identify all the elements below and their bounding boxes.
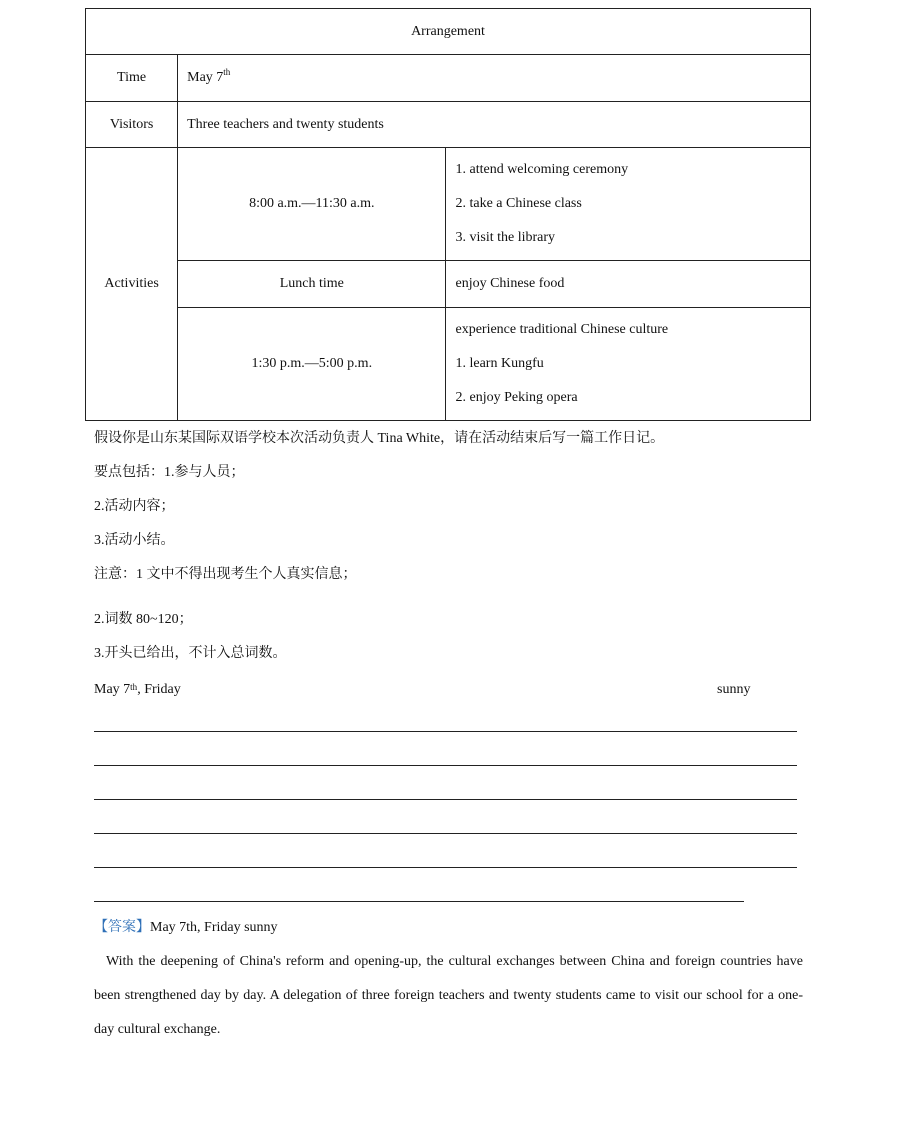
activity-item: 1. attend welcoming ceremony — [455, 162, 629, 177]
visitors-value: Three teachers and twenty students — [178, 102, 811, 148]
session-time-morning: 8:00 a.m.—11:30 a.m. — [178, 148, 446, 261]
activity-item: 2. enjoy Peking opera — [455, 390, 578, 405]
time-value-sup: th — [223, 67, 231, 77]
time-value — [178, 55, 811, 102]
table-header — [86, 9, 811, 55]
prompt-point-3: 3.活动小结。 — [94, 533, 175, 548]
activity-item: enjoy Chinese food — [455, 276, 565, 291]
note-2: 2.词数 80~120； — [94, 612, 193, 627]
visitors-label: Visitors — [86, 102, 178, 148]
session-time-afternoon: 1:30 p.m.—5:00 p.m. — [178, 308, 446, 421]
answer-heading — [94, 918, 278, 938]
session-time-lunch: Lunch time — [178, 261, 446, 308]
writing-line — [94, 799, 797, 800]
session-items-lunch — [446, 261, 811, 308]
table-header-text: Arrangement — [411, 23, 485, 39]
diary-date-text: May 7 — [94, 682, 131, 697]
activities-label: Activities — [86, 148, 178, 421]
time-label: Time — [86, 55, 178, 102]
writing-line — [94, 765, 797, 766]
diary-date — [94, 680, 181, 700]
writing-line — [94, 901, 744, 902]
diary-weather: sunny — [717, 682, 751, 697]
time-value-text: May 7 — [187, 70, 224, 85]
diary-day: , Friday — [137, 682, 181, 697]
activity-item: 3. visit the library — [455, 230, 556, 245]
writing-line — [94, 867, 797, 868]
writing-line — [94, 731, 797, 732]
activity-item: 1. learn Kungfu — [455, 356, 544, 371]
note-3: 3.开头已给出，不计入总词数。 — [94, 646, 287, 661]
activity-item: experience traditional Chinese culture — [455, 322, 669, 337]
answer-mark: 【答案】 — [94, 920, 150, 935]
prompt-points-title: 要点包括：1.参与人员； — [94, 465, 245, 480]
arrangement-table — [85, 8, 811, 421]
answer-heading-text: May 7th, Friday sunny — [150, 920, 278, 935]
answer-body: With the deepening of China's reform and opening-up, the cultural exchanges between China and foreign countries have been strengthened day by day. A delegation of three foreign teachers and twenty students came to visit our school for a one-day cultural exchange. — [94, 954, 803, 1037]
diary-date-sup: th — [130, 682, 138, 692]
prompt-intro: 假设你是山东某国际双语学校本次活动负责人 Tina White，请在活动结束后写一篇工作日记。 — [94, 431, 665, 446]
session-items-afternoon — [446, 308, 811, 421]
prompt-point-2: 2.活动内容； — [94, 499, 175, 514]
activity-item: 2. take a Chinese class — [455, 196, 582, 211]
note-1: 注意：1 文中不得出现考生个人真实信息； — [94, 567, 357, 582]
session-items-morning — [446, 148, 811, 261]
writing-line — [94, 833, 797, 834]
